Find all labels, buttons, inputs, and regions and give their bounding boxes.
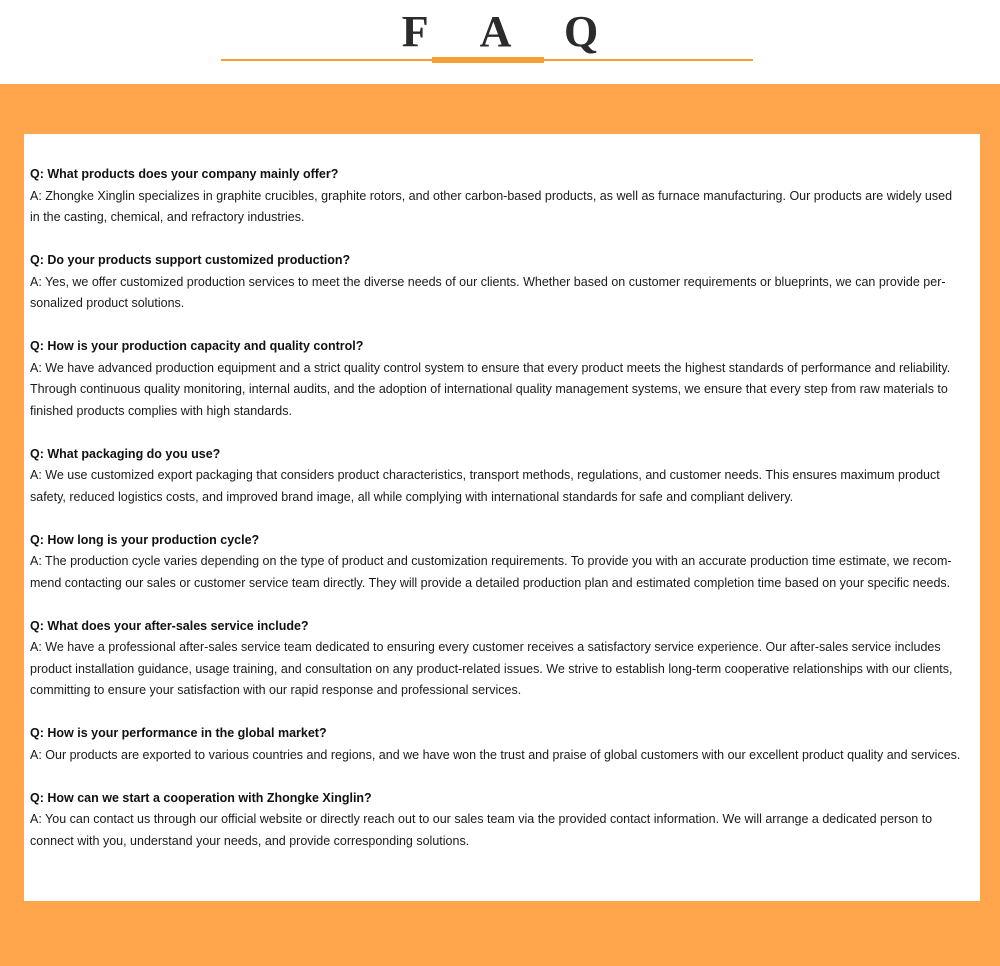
faq-item (30, 723, 980, 766)
faq-answer (30, 551, 980, 594)
faq-answer (30, 809, 980, 852)
faq-answer-line: A: Our products are exported to various countries and regions, and we have won the trust and praise of global customers with our excellent product quality and services. (30, 747, 961, 762)
faq-answer-line: A: You can contact us through our official website or directly reach out to our sales team via the provided contact information. We will arrange a dedicated person to (30, 812, 933, 826)
faq-answer-line: product installation guidance, usage training, and consultation on any product-related issues. We strive to establish long-term cooperative relationships with our clients, (30, 661, 953, 676)
faq-question: Q: How is your production capacity and quality control? (30, 339, 364, 353)
faq-answer-line: sonalized product solutions. (30, 296, 185, 310)
faq-answer (30, 272, 980, 315)
faq-answer-line: connect with you, understand your needs, and provide corresponding solutions. (30, 833, 470, 848)
faq-answer (30, 186, 980, 229)
faq-question: Q: What products does your company mainly offer? (30, 167, 339, 181)
faq-header (0, 0, 1000, 84)
faq-question: Q: What does your after-sales service include? (30, 618, 309, 633)
faq-answer (30, 745, 980, 767)
faq-answer-line: in the casting, chemical, and refractory industries. (30, 210, 305, 224)
faq-item (30, 336, 980, 422)
faq-answer-line: safety, reduced logistics costs, and improved brand image, all while complying with international standards for safe and compliant delivery. (30, 489, 794, 504)
page-title: F A Q (401, 7, 621, 56)
faq-answer-line: finished products complies with high standards. (30, 403, 292, 418)
faq-answer-line: Through continuous quality monitoring, internal audits, and the adoption of international quality management systems, we ensure that every step from raw materials to (30, 382, 948, 396)
faq-answer-line: A: Yes, we offer customized production services to meet the diverse needs of our clients. Whether based on customer requirements or blueprints, we can provide per- (30, 274, 946, 289)
faq-answer-line: committing to ensure your satisfaction with our rapid response and professional services. (30, 683, 522, 697)
faq-item (30, 250, 980, 315)
faq-answer-line: A: We have advanced production equipment and a strict quality control system to ensure that every product meets the highest standards of performance and reliability. (30, 360, 951, 375)
faq-answer-line: A: Zhongke Xinglin specializes in graphite crucibles, graphite rotors, and other carbon-based products, as well as furnace manufacturing. Our products are widely used (30, 188, 953, 203)
faq-question: Q: How can we start a cooperation with Zhongke Xinglin? (30, 790, 372, 805)
title-underline-accent (432, 57, 544, 63)
faq-answer (30, 358, 980, 423)
faq-answer (30, 465, 980, 508)
faq-answer-line: A: The production cycle varies depending on the type of product and customization requirements. To provide you with an accurate production time estimate, we recom- (30, 554, 952, 568)
faq-panel (24, 134, 980, 901)
faq-item (30, 530, 980, 595)
faq-question: Q: What packaging do you use? (30, 446, 221, 461)
faq-item (30, 788, 980, 853)
faq-question: Q: Do your products support customized production? (30, 253, 351, 267)
faq-answer (30, 637, 980, 702)
faq-question: Q: How is your performance in the global market? (30, 726, 327, 740)
faq-item (30, 444, 980, 509)
faq-answer-line: A: We have a professional after-sales service team dedicated to ensuring every customer receives a satisfactory service experience. Our after-sales service includes (30, 640, 941, 654)
faq-item (30, 616, 980, 702)
faq-item (30, 164, 980, 229)
faq-question: Q: How long is your production cycle? (30, 532, 260, 547)
faq-answer-line: mend contacting our sales or customer service team directly. They will provide a detailed production plan and estimated completion time based on your specific needs. (30, 575, 951, 590)
faq-answer-line: A: We use customized export packaging that considers product characteristics, transport methods, regulations, and customer needs. This ensures maximum product (30, 468, 940, 482)
